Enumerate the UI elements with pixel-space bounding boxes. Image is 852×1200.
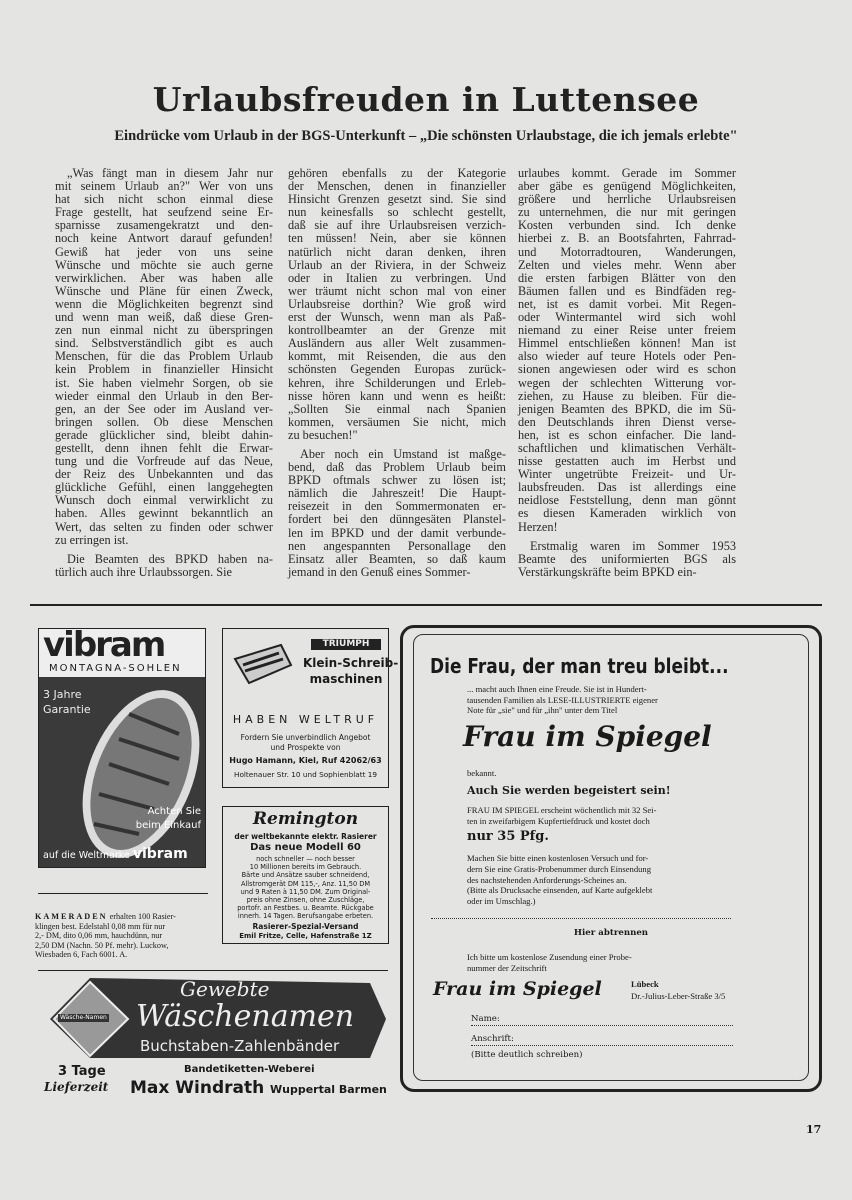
frau-price: nur 35 Pfg. (467, 829, 549, 844)
text-line: Urlaubsreise dorthin? Wie groß wird (288, 296, 506, 311)
text-line: Aber noch ein Umstand ist maßge- (300, 446, 506, 461)
text-line: BPKD oftmals schwer zu lösen ist; (288, 473, 506, 488)
ad-divider (38, 970, 388, 971)
text-line: und Motorradtouren, Wanderungen, (518, 244, 736, 259)
text-line: niemand zu einer Reise unter freiem (518, 323, 736, 338)
article-column-1 (55, 167, 273, 585)
vibram-logo: vibram (43, 625, 165, 665)
typewriter-icon (229, 637, 293, 687)
address-field: Anschrift: (471, 1034, 733, 1046)
text-line: neidlose Feststellung, denn man gönnt (518, 493, 736, 508)
text-line: Menschen, für die das Problem Urlaub (55, 349, 273, 364)
text-line: Hinsicht Grenzen gesetzt sind. Sie sind (288, 192, 506, 207)
cut-line (431, 918, 731, 919)
text-line: nen angespannten Personallage den (288, 538, 506, 553)
windrath-city: Wuppertal Barmen (270, 1083, 387, 1096)
remington-model: Das neue Modell 60 (250, 842, 361, 853)
text-line: zen nun einmal nicht zu überspringen (55, 323, 273, 338)
kameraden-ad: KAMERADEN erhalten 100 Rasier- klingen best. Edelstahl 0,08 mm für nur 2,- DM, dito 0,06 mm, hauchdünn, nur 2,50 DM (Nachn. 50 Pf. mehr). Luckow, Wiesbaden 6, Fach 6001. A. (35, 912, 176, 960)
vibram-ad (38, 625, 206, 868)
frau-cut-label: Hier abtrennen (573, 928, 649, 938)
triumph-request: Fordern Sie unverbindlich Angebot und Prospekte von (240, 733, 371, 752)
article-title: Urlaubsfreuden in Luttensee (152, 80, 700, 119)
frau-intro: ... macht auch Ihnen eine Freude. Sie ist in Hundert- tausenden Familien als LESE-ILLUSTRIERTE eigener Note für „sie" und für „ihn" unter dem Titel (467, 684, 658, 715)
text-line: Urlaub an der Riviera, in der Schweiz (288, 257, 506, 272)
windrath-ad (50, 978, 386, 1060)
text-line: jemand in den Genuß eines Sommer- (288, 564, 471, 579)
remington-address: Emil Fritze, Celle, Hafenstraße 1Z (239, 932, 372, 940)
text-line: hat sich nicht schon einmal diese (55, 192, 273, 207)
text-line: und wenn man weiß, daß diese Gren- (55, 310, 273, 325)
text-line: hierbei z. B. an Bootsfahrten, Fahrrad- (518, 231, 736, 246)
text-line: sind. Selbstverständlich gibt es auch (55, 336, 273, 351)
paragraph (288, 167, 506, 442)
text-line: sionen angewiesen oder wird es schon (518, 362, 736, 377)
text-line: Frage gestellt, hat seufzend seine Er- (55, 205, 273, 220)
text-line: fordert bei den dünngesäten Planstel- (288, 512, 506, 527)
text-line: nisse gestatten auch im Herbst und (518, 454, 736, 469)
windrath-delivery: Lieferzeit (44, 1080, 109, 1094)
text-line: die ersten farbigen Blätter von den (518, 270, 736, 285)
triumph-dealer: Hugo Hamann, Kiel, Ruf 42062/63 (229, 756, 382, 765)
text-line: den Deutschlands ihren Dienst verse- (518, 414, 736, 429)
text-line: reisezeit in den Sommermonaten er- (288, 499, 506, 514)
triumph-address: Holtenauer Str. 10 und Sophienblatt 19 (233, 770, 378, 779)
text-line: kontrollbeamter an der Grenze mit (288, 323, 506, 338)
text-line: „Sollten Sie einmal nach Spanien (288, 401, 506, 416)
paragraph (55, 553, 273, 579)
waesche-namen-badge: Wäsche-Namen (60, 1014, 107, 1021)
text-line: größere und herrliche Urlaubsreisen (518, 192, 736, 207)
text-line: türlich auch ihre Urlaubssorgen. Sie (55, 564, 233, 579)
text-line: wenn die Möglichkeiten begrenzt sind (55, 296, 273, 311)
frau-hint: (Bitte deutlich schreiben) (471, 1050, 583, 1060)
triumph-ad (222, 628, 399, 788)
frau-cheer: Auch Sie werden begeistert sein! (467, 784, 671, 797)
frau-im-spiegel-ad (400, 625, 822, 1092)
text-line: natürlich nicht daran denken, ihren (288, 244, 506, 259)
text-line: ist. Sie haben vielmehr Sorgen, ob sie (55, 375, 273, 390)
page-number: 17 (806, 1123, 822, 1136)
text-line: nun keinesfalls so schlecht gestellt, (288, 205, 506, 220)
text-line: tung und die Vorfreude auf das Neue, (55, 454, 273, 469)
frau-info: FRAU IM SPIEGEL erscheint wöchentlich mit 32 Sei- ten in zweifarbigem Kupfertiefdruck und kostet doch (467, 805, 657, 826)
text-line: bringen sollen. Ob diese Menschen (55, 414, 273, 429)
text-line: Bäumen fallen und es Bindfäden reg- (518, 283, 736, 298)
text-line: ziehen, zu Hause zu bleiben. Für die- (518, 388, 736, 403)
vibram-footer: auf die Weltmarke vibram (43, 846, 188, 862)
paragraph (518, 540, 736, 579)
text-line: jenigen Beamten des BPKD, die im Sü- (518, 401, 736, 416)
paragraph (55, 167, 273, 547)
text-line: bend, daß das Problem Urlaub beim (288, 460, 506, 475)
remington-line: der weltbekannte elektr. Rasierer (234, 832, 377, 841)
text-line: zu besuchen!" (288, 427, 358, 442)
text-line: erst der Wunsch, wenn man als Paß- (288, 310, 506, 325)
triumph-brand: TRIUMPH (311, 639, 381, 650)
vibram-note: Achten Sie beim Einkauf (135, 806, 201, 831)
frau-offer: Machen Sie bitte einen kostenlosen Versuch und for- dern Sie eine Gratis-Probenummer durch Einsendung des nachstehenden Anforderungs-Scheines an. (Bitte als Drucksache einsenden, auf Karte aufgeklebt oder im Umschlag.) (467, 853, 653, 907)
frau-headline: Die Frau, der man treu bleibt... (430, 654, 729, 678)
text-line: kein Problem in finanzieller Hinsicht (55, 362, 273, 377)
text-line: Die Beamten des BPKD haben na- (67, 551, 273, 566)
text-line: mit seinem Urlaub an?" Wer von uns (55, 179, 273, 194)
windrath-line3: Buchstaben-Zahlenbänder (140, 1037, 340, 1055)
name-field: Name: (471, 1014, 733, 1026)
article-column-3 (518, 167, 736, 585)
text-line: Einsatz aller Beamten, so daß kaum (288, 551, 506, 566)
text-line: der Menschen, denen in finanzieller (288, 179, 506, 194)
text-line: Winter ungetrübte Freizeit- und Ur- (518, 467, 736, 482)
vibram-tagline: MONTAGNA-SOHLEN (49, 663, 182, 674)
text-line: hen, ist es schon einfacher. Die land- (518, 427, 736, 442)
text-line: Verstärkungskräfte beim BPKD ein- (518, 564, 697, 579)
frau-address: Lübeck Dr.-Julius-Leber-Straße 3/5 (631, 979, 726, 1001)
text-line: schaftlichen und klimatischen Verhält- (518, 440, 736, 455)
text-line: es diesen Kameraden wirklich von (518, 506, 736, 521)
text-line: urlaubes kommt. Gerade im Sommer (518, 166, 736, 180)
text-line: Wünsche und Pläne für einen Zweck, (55, 283, 273, 298)
text-line: ten müssen! Nein, aber sie können (288, 231, 506, 246)
text-line: aber gäbe es genügend Möglichkeiten, (518, 179, 736, 194)
windrath-line1: Gewebte (180, 977, 270, 1001)
text-line: gehören ebenfalls zu der Kategorie (288, 166, 506, 180)
text-line: Zelten und vieles mehr. Wenn aber (518, 257, 736, 272)
text-line: Kosten verbunden sind. Ich denke (518, 218, 736, 233)
frau-im-spiegel-logo-small: Frau im Spiegel (433, 978, 602, 1000)
text-line: „Was fängt man in diesem Jahr nur (67, 166, 273, 180)
text-line: gen, an der See oder im Ausland ver- (55, 401, 273, 416)
windrath-line2: Wäschenamen (136, 999, 355, 1034)
text-line: sparnisse zusamengekratzt und den- (55, 218, 273, 233)
text-line: der Reiz des Unbekannten und das (55, 467, 273, 482)
ad-divider (38, 893, 208, 894)
windrath-days: 3 Tage (58, 1064, 106, 1079)
text-line: haben. Alles gewinnt bekanntlich an (55, 506, 273, 521)
text-line: Wunsch doch einmal verwirklicht zu (55, 493, 273, 508)
text-line: Wünsche und möchte sie auch gerne (55, 257, 273, 272)
text-line: zu erringen ist. (55, 532, 129, 547)
remington-details: noch schneller — noch besser 10 Millionen bereits im Gebrauch. Bärte und Ansätze sauber schneidend, Allstromgerät DM 115,-, Anz. 11,50 DM und 9 Raten à 11,50 DM. Zum Original- preis ohne Zinsen, ohne Zuschläge, portofr. an Festbes. u. Beamte. Rückgabe innerh. 14 Tagen. Berufsangabe erbeten. (237, 855, 374, 921)
text-line: nämlich die Jahreszeit! Die Haupt- (288, 486, 506, 501)
text-line: Himmel entschließen können! Man ist (518, 336, 736, 351)
text-line: oder in Italien zu verbringen. Und (288, 270, 506, 285)
text-line: zu unternehmen, die nur mit geringen (518, 205, 736, 220)
text-line: nisse hören kann und wenn es heißt: (288, 388, 506, 403)
article-subtitle: Eindrücke vom Urlaub in der BGS-Unterkunft – „Die schönsten Urlaubstage, die ich jemals erlebte" (114, 128, 738, 144)
section-divider (30, 604, 822, 606)
text-line: Ausländern aus aller Welt zusammen- (288, 336, 506, 351)
text-line: wer träumt nicht schon mal von einer (288, 283, 506, 298)
text-line: oder Wintermantel wird sich wohl (518, 310, 736, 325)
frau-known: bekannt. (467, 768, 497, 778)
text-line: Wert, das selten zu finden oder schwer (55, 519, 273, 534)
frau-request: Ich bitte um kostenlose Zusendung einer Probe- nummer der Zeitschrift (467, 952, 632, 973)
windrath-trade: Bandetiketten-Weberei (184, 1064, 315, 1075)
text-line: daß sie auf ihre Urlaubsreisen verzich- (288, 218, 506, 233)
text-line: net, ist es damit vorbei. Mit Regen- (518, 296, 736, 311)
text-line: noch keine Antwort darauf gefunden! (55, 231, 273, 246)
triumph-product: Klein-Schreib- maschinen (303, 656, 399, 686)
text-line: wieder einmal den Urlaub in den Ber- (55, 388, 273, 403)
text-line: Beamte des uniformierten BGS als (518, 551, 736, 566)
text-line: schönsten Gegenden Europas zurück- (288, 362, 506, 377)
text-line: gerade glücklicher sind, bleibt dahin- (55, 427, 273, 442)
text-line: gestellt, denn ihnen fehlt die Erwar- (55, 440, 273, 455)
text-line: verwirklichen. Aber was haben alle (55, 270, 273, 285)
text-line: laubsfreuden. Das ist allerdings eine (518, 480, 736, 495)
remington-dealer: Rasierer-Spezial-Versand (252, 922, 359, 931)
windrath-company: Max Windrath (130, 1078, 265, 1098)
text-line: glückliche Gefühl, einen langgehegten (55, 480, 273, 495)
text-line: Gewiß hat jeder von uns seine (55, 244, 273, 259)
paragraph (288, 448, 506, 579)
vibram-guarantee: 3 Jahre Garantie (43, 688, 91, 716)
text-line: wegen der schlechten Witterung vor- (518, 375, 736, 390)
remington-ad (222, 806, 389, 944)
article-column-2 (288, 167, 506, 585)
text-line: kehren, ihre Schilderungen und Erleb- (288, 375, 506, 390)
frau-im-spiegel-logo: Frau im Spiegel (463, 720, 712, 753)
text-line: kommen, versäumen Sie nicht, mich (288, 414, 506, 429)
text-line: len im BPKD und der damit verbunde- (288, 525, 506, 540)
text-line: kommt, mit Reisenden, die aus den (288, 349, 506, 364)
remington-logo: Remington (252, 809, 359, 829)
text-line: Herzen! (518, 519, 558, 534)
text-line: also wieder auf teure Hotels oder Pen- (518, 349, 736, 364)
paragraph (518, 167, 736, 534)
text-line: Erstmalig waren im Sommer 1953 (530, 538, 736, 553)
triumph-slogan: HABEN WELTRUF (232, 713, 379, 726)
